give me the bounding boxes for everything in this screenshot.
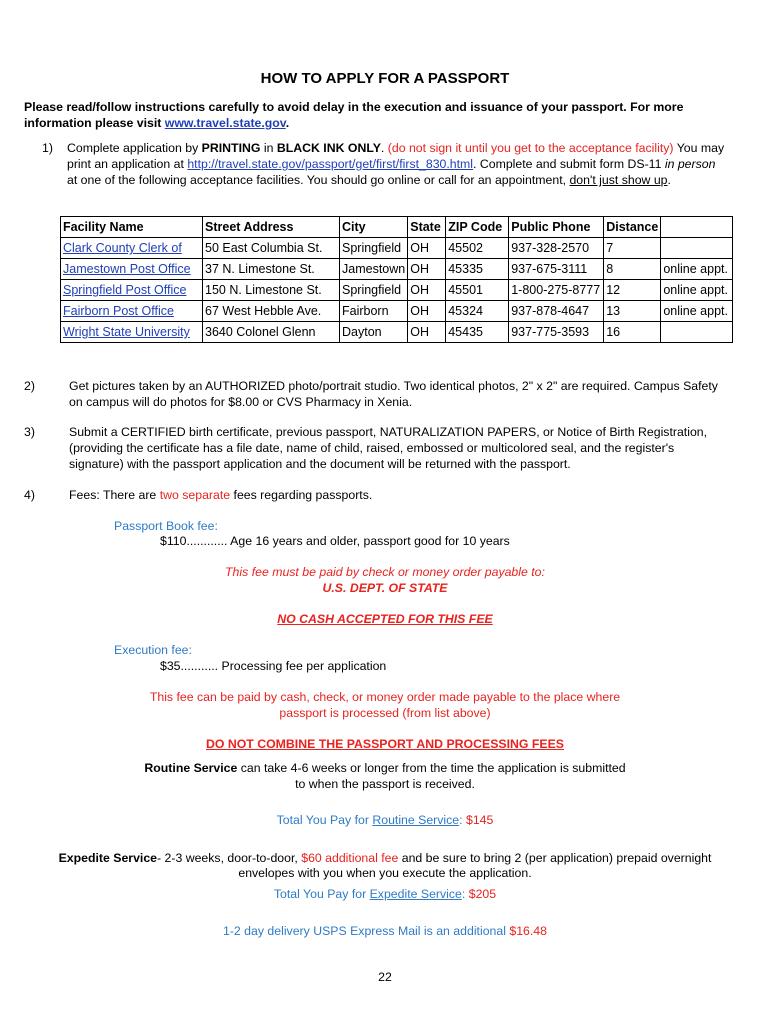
passport-book-fee-label: Passport Book fee: bbox=[114, 519, 218, 533]
routine-service-label: Routine Service bbox=[144, 761, 238, 775]
expedite-service-line-2: envelopes with you when you execute the application. bbox=[238, 866, 532, 880]
public-phone: 937-878-4647 bbox=[509, 301, 604, 322]
step-1-part-b: in bbox=[260, 141, 277, 155]
no-cash-notice: NO CASH ACCEPTED FOR THIS FEE bbox=[277, 612, 493, 626]
appointment-note: online appt. bbox=[661, 301, 733, 322]
routine-total-prefix: Total You Pay for bbox=[276, 813, 373, 827]
do-not-sign-note: (do not sign it until you get to the acceptance facility) bbox=[387, 141, 674, 155]
state: OH bbox=[408, 322, 446, 343]
table-row bbox=[61, 322, 733, 343]
two-separate-emphasis: two separate bbox=[159, 488, 231, 502]
expedite-total-colon: : bbox=[461, 887, 469, 901]
header-facility-name: Facility Name bbox=[61, 217, 203, 238]
step-3-text: Submit a CERTIFIED birth certificate, previous passport, NATURALIZATION PAPERS, or Notice of Birth Registration, (providing the certificate has a file date, name of child, raised, embossed or multicolored seal, and the register's signature) with the passport application and the document will be returned with the passport. bbox=[69, 425, 708, 471]
black-ink-emphasis: BLACK INK ONLY bbox=[276, 141, 381, 155]
state: OH bbox=[408, 259, 446, 280]
step-2-number: 2) bbox=[24, 379, 35, 393]
zip-code: 45502 bbox=[446, 238, 509, 259]
distance: 13 bbox=[604, 301, 661, 322]
step-1-part-g: . bbox=[667, 173, 671, 187]
step-1-part-c: . bbox=[380, 141, 388, 155]
printing-emphasis: PRINTING bbox=[201, 141, 261, 155]
expedite-text-a: - 2-3 weeks, door-to-door, bbox=[157, 851, 302, 865]
expedite-total-prefix: Total You Pay for bbox=[273, 887, 370, 901]
expedite-total bbox=[0, 886, 770, 902]
express-mail-amount: $16.48 bbox=[509, 924, 547, 938]
appointment-note: online appt. bbox=[661, 280, 733, 301]
header-public-phone: Public Phone bbox=[509, 217, 604, 238]
city: Springfield bbox=[340, 280, 408, 301]
table-row bbox=[61, 259, 733, 280]
routine-total-colon: : bbox=[459, 813, 466, 827]
public-phone: 937-328-2570 bbox=[509, 238, 604, 259]
header-zip-code: ZIP Code bbox=[446, 217, 509, 238]
state: OH bbox=[408, 301, 446, 322]
street-address: 150 N. Limestone St. bbox=[203, 280, 340, 301]
city: Fairborn bbox=[340, 301, 408, 322]
execution-fee-label: Execution fee: bbox=[114, 643, 192, 657]
appointment-note bbox=[661, 322, 733, 343]
header-street-address: Street Address bbox=[203, 217, 340, 238]
expedite-total-amount: $205 bbox=[468, 887, 497, 901]
do-not-combine-notice: DO NOT COMBINE THE PASSPORT AND PROCESSING FEES bbox=[205, 737, 564, 751]
street-address: 50 East Columbia St. bbox=[203, 238, 340, 259]
facility-name-link[interactable]: Springfield Post Office bbox=[61, 280, 203, 301]
header-state: State bbox=[408, 217, 446, 238]
execution-fee-payment-note-1: This fee can be paid by cash, check, or money order made payable to the place where bbox=[149, 690, 621, 704]
passport-book-fee-line: $110............ Age 16 years and older, passport good for 10 years bbox=[160, 534, 510, 548]
table-row bbox=[61, 280, 733, 301]
step-4-text bbox=[69, 487, 719, 503]
appointment-note: online appt. bbox=[661, 259, 733, 280]
step-1-number: 1) bbox=[42, 141, 53, 155]
header-distance: Distance bbox=[604, 217, 661, 238]
state: OH bbox=[408, 280, 446, 301]
routine-service-line-1 bbox=[0, 760, 770, 776]
routine-service-line-2: to when the passport is received. bbox=[295, 777, 475, 791]
street-address: 3640 Colonel Glenn bbox=[203, 322, 340, 343]
zip-code: 45324 bbox=[446, 301, 509, 322]
zip-code: 45501 bbox=[446, 280, 509, 301]
zip-code: 45435 bbox=[446, 322, 509, 343]
public-phone: 937-775-3593 bbox=[509, 322, 604, 343]
zip-code: 45335 bbox=[446, 259, 509, 280]
step-1-part-f: at one of the following acceptance facilities. You should go online or call for an appointment, bbox=[67, 173, 570, 187]
city: Jamestown bbox=[340, 259, 408, 280]
expedite-additional-fee: $60 additional fee bbox=[301, 851, 399, 865]
expedite-service-label: Expedite Service bbox=[58, 851, 158, 865]
execution-fee-payment-note-2: passport is processed (from list above) bbox=[279, 706, 491, 720]
intro-end: . bbox=[285, 116, 290, 130]
step-4-part-a: Fees: There are bbox=[69, 488, 160, 502]
book-fee-payment-note: This fee must be paid by check or money order payable to: bbox=[225, 565, 545, 579]
facility-name-link[interactable]: Fairborn Post Office bbox=[61, 301, 203, 322]
routine-total bbox=[0, 812, 770, 828]
facility-name-link[interactable]: Wright State University bbox=[61, 322, 203, 343]
expedite-service-line-1 bbox=[0, 850, 770, 866]
expedite-text-b: and be sure to bring 2 (per application) prepaid overnight bbox=[398, 851, 712, 865]
header-city: City bbox=[340, 217, 408, 238]
in-person-emphasis: in person bbox=[664, 157, 716, 171]
table-row bbox=[61, 301, 733, 322]
step-1-part-a: Complete application by bbox=[67, 141, 202, 155]
page-title: HOW TO APPLY FOR A PASSPORT bbox=[260, 70, 510, 87]
step-4-number: 4) bbox=[24, 488, 35, 502]
intro-paragraph bbox=[24, 99, 724, 131]
appointment-note bbox=[661, 238, 733, 259]
distance: 7 bbox=[604, 238, 661, 259]
facility-name-link[interactable]: Jamestown Post Office bbox=[61, 259, 203, 280]
table-row bbox=[61, 238, 733, 259]
street-address: 37 N. Limestone St. bbox=[203, 259, 340, 280]
street-address: 67 West Hebble Ave. bbox=[203, 301, 340, 322]
routine-service-text: can take 4-6 weeks or longer from the time the application is submitted bbox=[237, 761, 626, 775]
express-mail-note bbox=[0, 923, 770, 939]
step-1-part-e: . Complete and submit form DS-11 bbox=[473, 157, 665, 171]
step-4-part-b: fees regarding passports. bbox=[230, 488, 373, 502]
facilities-table bbox=[60, 216, 733, 343]
distance: 16 bbox=[604, 322, 661, 343]
expedite-service-link[interactable]: Expedite Service bbox=[369, 887, 462, 901]
dont-show-up-emphasis: don't just show up bbox=[569, 173, 668, 187]
page-number: 22 bbox=[378, 970, 392, 984]
intro-text: Please read/follow instructions carefully to avoid delay in the execution and issuance of your passport. For more information please visit bbox=[24, 100, 684, 130]
step-2-text: Get pictures taken by an AUTHORIZED photo/portrait studio. Two identical photos, 2" x 2" are required. Campus Safety on campus will do photos for $8.00 or CVS Pharmacy in Xenia. bbox=[69, 379, 718, 409]
step-3-number: 3) bbox=[24, 425, 35, 439]
step-1-text bbox=[67, 140, 727, 188]
public-phone: 937-675-3111 bbox=[509, 259, 604, 280]
execution-fee-line: $35........... Processing fee per application bbox=[160, 659, 387, 673]
step-1-part-d: You may print an application at bbox=[67, 141, 725, 171]
public-phone: 1-800-275-8777 bbox=[509, 280, 604, 301]
header-appointment bbox=[661, 217, 733, 238]
application-link[interactable]: http://travel.state.gov/passport/get/first/first_830.html bbox=[187, 157, 474, 171]
routine-service-link[interactable]: Routine Service bbox=[372, 813, 460, 827]
table-header-row bbox=[61, 217, 733, 238]
city: Springfield bbox=[340, 238, 408, 259]
city: Dayton bbox=[340, 322, 408, 343]
travel-state-gov-link[interactable]: www.travel.state.gov bbox=[164, 116, 286, 130]
payee-us-dept-of-state: U.S. DEPT. OF STATE bbox=[322, 581, 448, 595]
facility-name-link[interactable]: Clark County Clerk of bbox=[61, 238, 203, 259]
express-mail-text: 1-2 day delivery USPS Express Mail is an additional bbox=[222, 924, 510, 938]
routine-total-amount: $145 bbox=[466, 813, 494, 827]
distance: 8 bbox=[604, 259, 661, 280]
distance: 12 bbox=[604, 280, 661, 301]
state: OH bbox=[408, 238, 446, 259]
